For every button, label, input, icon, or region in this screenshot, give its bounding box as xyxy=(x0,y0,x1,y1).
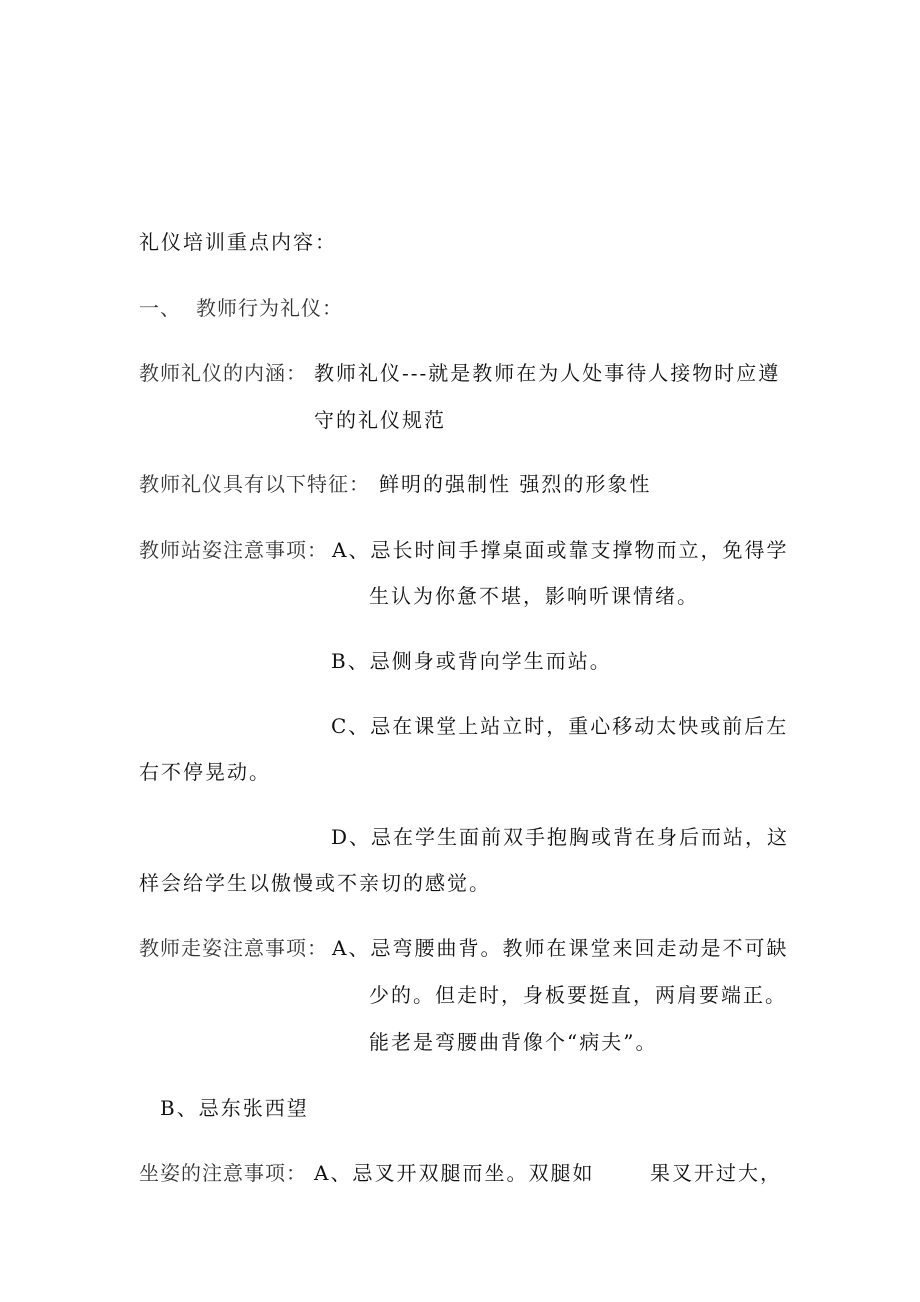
standing-item-d-line-2: 样会给学生以傲慢或不亲切的感觉。 xyxy=(139,871,491,895)
walking-label: 教师走姿注意事项： xyxy=(139,936,328,960)
walking-item-a-line-1: A、忌弯腰曲背。教师在课堂来回走动是不可缺 xyxy=(332,936,789,960)
walking-item-a-line-3: 能老是弯腰曲背像个“病夫”。 xyxy=(369,1030,658,1054)
sitting-label: 坐姿的注意事项： xyxy=(139,1161,307,1185)
sitting-item-a-part-1: A、忌叉开双腿而坐。双腿如 xyxy=(314,1161,595,1185)
section-number: 一、 xyxy=(139,296,181,320)
section-title: 教师行为礼仪： xyxy=(196,296,343,320)
connotation-text-line-2: 守的礼仪规范 xyxy=(314,408,446,432)
connotation-label: 教师礼仪的内涵： xyxy=(139,361,307,385)
connotation-text-line-1: 教师礼仪---就是教师在为人处事待人接物时应遵 xyxy=(314,361,781,385)
standing-item-c-line-2: 右不停晃动。 xyxy=(139,760,271,784)
sitting-item-a-part-2: 果叉开过大， xyxy=(650,1161,782,1185)
features-text: 鲜明的强制性 强烈的形象性 xyxy=(379,472,652,496)
standing-item-d-line-1: D、忌在学生面前双手抱胸或背在身后而站，这 xyxy=(331,825,790,849)
standing-item-b: B、忌侧身或背向学生而站。 xyxy=(331,649,612,673)
features-label: 教师礼仪具有以下特征： xyxy=(139,472,370,496)
standing-item-c-line-1: C、忌在课堂上站立时，重心移动太快或前后左 xyxy=(331,714,789,738)
standing-item-a-line-1: A、忌长时间手撑桌面或靠支撑物而立，免得学 xyxy=(332,538,789,562)
walking-item-a-line-2: 少的。但走时，身板要挺直，两肩要端正。 xyxy=(369,983,787,1007)
standing-item-a-line-2: 生认为你惫不堪，影响听课情绪。 xyxy=(369,584,699,608)
standing-label: 教师站姿注意事项： xyxy=(139,538,328,562)
document-heading: 礼仪培训重点内容： xyxy=(139,230,337,254)
walking-item-b: B、忌东张西望 xyxy=(160,1096,309,1120)
